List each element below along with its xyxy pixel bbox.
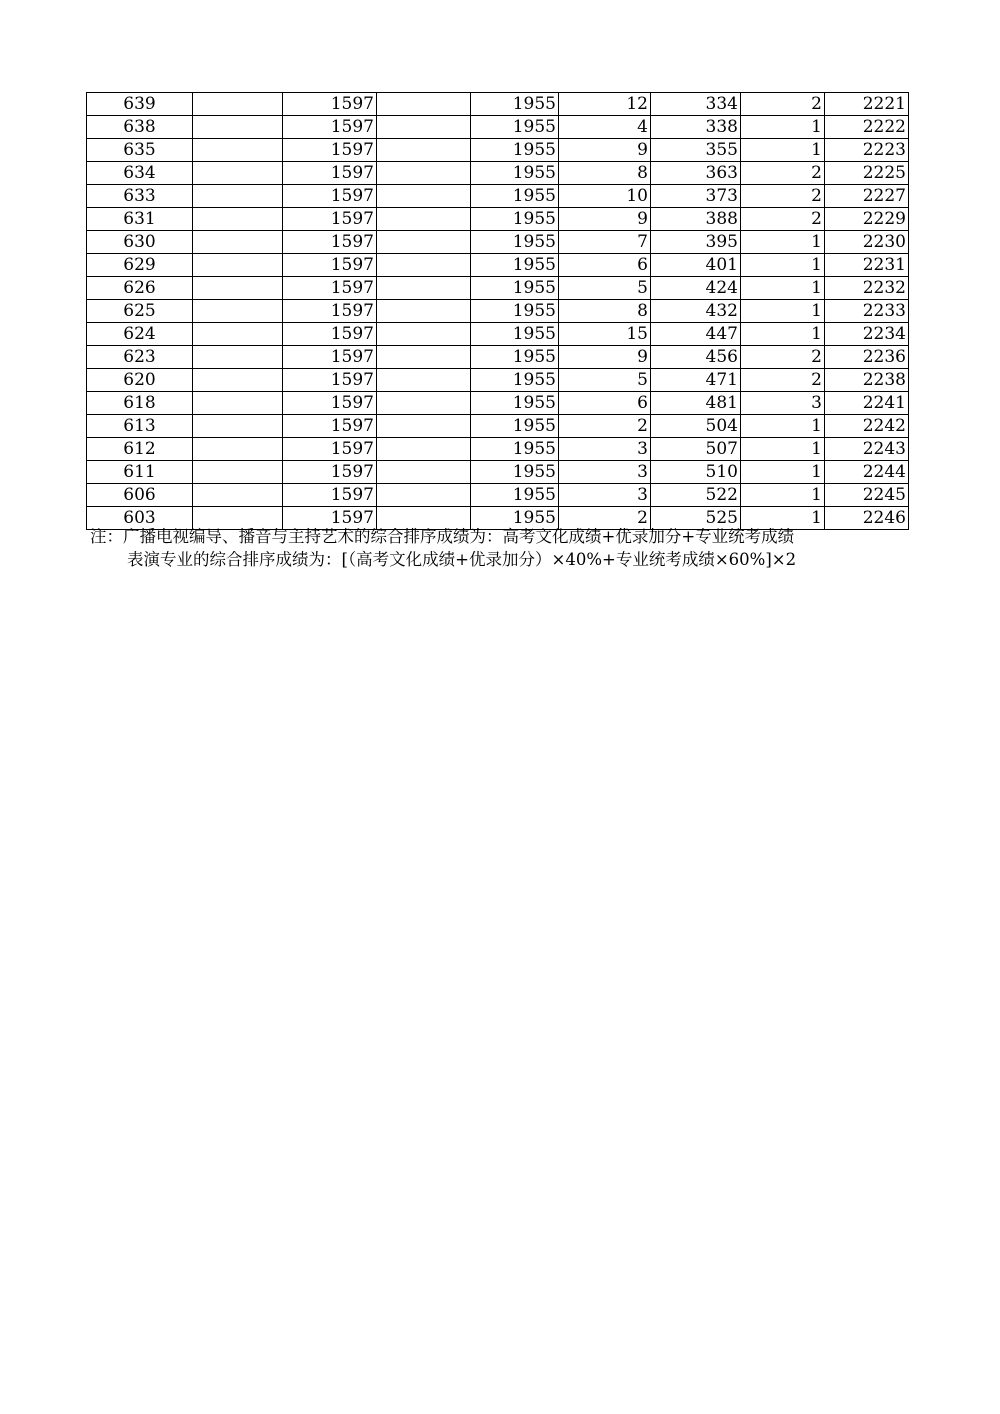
table-cell: 1597: [283, 231, 377, 254]
table-cell: 2222: [825, 116, 909, 139]
table-row: [87, 484, 909, 507]
table-cell: 522: [651, 484, 741, 507]
table-cell: [377, 300, 471, 323]
table-cell: [193, 346, 283, 369]
table-row: [87, 254, 909, 277]
table-cell: 338: [651, 116, 741, 139]
table-row: [87, 438, 909, 461]
table-row: [87, 162, 909, 185]
table-cell: 1: [741, 116, 825, 139]
table-cell: 623: [87, 346, 193, 369]
table-cell: 2: [741, 346, 825, 369]
table-row: [87, 300, 909, 323]
table-cell: 5: [559, 277, 651, 300]
table-cell: 2233: [825, 300, 909, 323]
table-row: [87, 415, 909, 438]
table-row: [87, 185, 909, 208]
table-cell: 634: [87, 162, 193, 185]
table-cell: 1597: [283, 277, 377, 300]
table-cell: [377, 185, 471, 208]
table-cell: [377, 461, 471, 484]
table-cell: 1: [741, 484, 825, 507]
table-cell: 2: [741, 162, 825, 185]
table-cell: 355: [651, 139, 741, 162]
table-cell: 9: [559, 208, 651, 231]
table-cell: 5: [559, 369, 651, 392]
table-cell: 3: [741, 392, 825, 415]
table-cell: 2243: [825, 438, 909, 461]
table-cell: [377, 392, 471, 415]
table-cell: [193, 139, 283, 162]
table-cell: 7: [559, 231, 651, 254]
table-cell: 1955: [471, 231, 559, 254]
table-cell: [193, 300, 283, 323]
table-cell: 510: [651, 461, 741, 484]
table-cell: 2: [741, 369, 825, 392]
table-cell: 10: [559, 185, 651, 208]
table-cell: 1597: [283, 392, 377, 415]
table-cell: 1955: [471, 139, 559, 162]
table-cell: [377, 208, 471, 231]
table-cell: 631: [87, 208, 193, 231]
table-cell: 1597: [283, 93, 377, 116]
table-cell: 471: [651, 369, 741, 392]
table-cell: 3: [559, 461, 651, 484]
table-cell: 3: [559, 484, 651, 507]
table-cell: [193, 323, 283, 346]
table-cell: 2244: [825, 461, 909, 484]
table-cell: 2: [559, 507, 651, 530]
table-cell: 625: [87, 300, 193, 323]
table-cell: 1955: [471, 116, 559, 139]
table-cell: [377, 231, 471, 254]
table-cell: 2: [741, 93, 825, 116]
table-cell: 1955: [471, 323, 559, 346]
table-cell: 1955: [471, 484, 559, 507]
table-cell: [377, 162, 471, 185]
table-row: [87, 323, 909, 346]
table-cell: [193, 185, 283, 208]
table-row: [87, 208, 909, 231]
table-cell: 1955: [471, 208, 559, 231]
table-cell: [193, 231, 283, 254]
table-cell: [377, 116, 471, 139]
table-cell: 1955: [471, 415, 559, 438]
table-cell: 8: [559, 300, 651, 323]
table-cell: 1: [741, 300, 825, 323]
table-cell: [193, 116, 283, 139]
table-cell: 2227: [825, 185, 909, 208]
table-row: [87, 369, 909, 392]
table-cell: 633: [87, 185, 193, 208]
table-row: [87, 392, 909, 415]
table-row: [87, 93, 909, 116]
table-cell: 2231: [825, 254, 909, 277]
table-cell: 1597: [283, 208, 377, 231]
table-cell: 1955: [471, 392, 559, 415]
table-cell: 626: [87, 277, 193, 300]
table-cell: 603: [87, 507, 193, 530]
table-cell: 638: [87, 116, 193, 139]
table-cell: 1: [741, 231, 825, 254]
table-cell: 2238: [825, 369, 909, 392]
table-cell: [377, 93, 471, 116]
note-line-2: 表演专业的综合排序成绩为：[（高考文化成绩+优录加分）×40%+专业统考成绩×60%]×2: [127, 550, 797, 569]
table-cell: 2241: [825, 392, 909, 415]
table-cell: 401: [651, 254, 741, 277]
table-cell: [193, 415, 283, 438]
table-cell: 395: [651, 231, 741, 254]
table-cell: 2236: [825, 346, 909, 369]
table-cell: 6: [559, 392, 651, 415]
table-cell: [377, 369, 471, 392]
table-cell: 2221: [825, 93, 909, 116]
table-cell: 388: [651, 208, 741, 231]
table-cell: 1597: [283, 484, 377, 507]
table-cell: 1955: [471, 438, 559, 461]
table-cell: 2229: [825, 208, 909, 231]
table-cell: 9: [559, 346, 651, 369]
table-cell: 15: [559, 323, 651, 346]
table-cell: 629: [87, 254, 193, 277]
table-cell: 334: [651, 93, 741, 116]
table-cell: 618: [87, 392, 193, 415]
table-cell: [193, 369, 283, 392]
table-cell: 456: [651, 346, 741, 369]
table-cell: [377, 484, 471, 507]
table-cell: 2232: [825, 277, 909, 300]
table-cell: 1955: [471, 300, 559, 323]
table-cell: 1597: [283, 162, 377, 185]
table-cell: 1: [741, 254, 825, 277]
table-cell: 447: [651, 323, 741, 346]
table-cell: 1: [741, 507, 825, 530]
score-table: [86, 92, 909, 530]
table-cell: 2225: [825, 162, 909, 185]
table-cell: 1597: [283, 139, 377, 162]
table-cell: 481: [651, 392, 741, 415]
table-cell: 1597: [283, 116, 377, 139]
table-cell: 2230: [825, 231, 909, 254]
table-cell: 2242: [825, 415, 909, 438]
table-cell: 630: [87, 231, 193, 254]
table-cell: 1955: [471, 277, 559, 300]
table-cell: 1955: [471, 461, 559, 484]
table-cell: [377, 277, 471, 300]
table-cell: 1955: [471, 346, 559, 369]
table-cell: 1597: [283, 346, 377, 369]
table-cell: 1955: [471, 254, 559, 277]
table-cell: [193, 438, 283, 461]
table-cell: [377, 254, 471, 277]
table-cell: [193, 484, 283, 507]
table-row: [87, 277, 909, 300]
table-cell: 1597: [283, 323, 377, 346]
table-cell: 2245: [825, 484, 909, 507]
table-cell: [193, 392, 283, 415]
table-cell: [193, 277, 283, 300]
table-cell: 3: [559, 438, 651, 461]
table-cell: 2234: [825, 323, 909, 346]
table-cell: [377, 438, 471, 461]
table-cell: 1597: [283, 415, 377, 438]
table-cell: 1597: [283, 461, 377, 484]
table-cell: [377, 139, 471, 162]
table-cell: 1597: [283, 507, 377, 530]
table-cell: 1: [741, 277, 825, 300]
table-cell: 1: [741, 461, 825, 484]
table-cell: 613: [87, 415, 193, 438]
table-cell: 1955: [471, 507, 559, 530]
table-row: [87, 231, 909, 254]
table-cell: 1955: [471, 185, 559, 208]
table-cell: [193, 93, 283, 116]
table-cell: [193, 254, 283, 277]
table-row: [87, 461, 909, 484]
table-cell: 1: [741, 139, 825, 162]
table-cell: 432: [651, 300, 741, 323]
table-cell: 2246: [825, 507, 909, 530]
table-cell: [377, 346, 471, 369]
table-cell: 624: [87, 323, 193, 346]
table-cell: 12: [559, 93, 651, 116]
table-cell: 504: [651, 415, 741, 438]
table-cell: 1597: [283, 300, 377, 323]
table-cell: 1: [741, 323, 825, 346]
table-cell: 1597: [283, 438, 377, 461]
table-cell: [193, 162, 283, 185]
table-cell: [193, 461, 283, 484]
table-cell: 635: [87, 139, 193, 162]
note-line-1: 注：广播电视编导、播音与主持艺术的综合排序成绩为：高考文化成绩+优录加分+专业统考成绩: [90, 527, 795, 546]
table-row: [87, 139, 909, 162]
table-cell: [193, 208, 283, 231]
table-cell: 8: [559, 162, 651, 185]
table-cell: 525: [651, 507, 741, 530]
table-cell: 1: [741, 415, 825, 438]
table-cell: 363: [651, 162, 741, 185]
table-cell: 1597: [283, 254, 377, 277]
table-cell: 1597: [283, 185, 377, 208]
table-cell: 620: [87, 369, 193, 392]
table-cell: 373: [651, 185, 741, 208]
table-cell: [377, 415, 471, 438]
table-row: [87, 346, 909, 369]
table-row: [87, 116, 909, 139]
table-cell: 1: [741, 438, 825, 461]
table-cell: 6: [559, 254, 651, 277]
table-cell: 1955: [471, 93, 559, 116]
table-cell: 612: [87, 438, 193, 461]
table-cell: 1955: [471, 369, 559, 392]
table-cell: 639: [87, 93, 193, 116]
table-cell: 1597: [283, 369, 377, 392]
table-cell: 507: [651, 438, 741, 461]
table-cell: 611: [87, 461, 193, 484]
table-cell: 2223: [825, 139, 909, 162]
table-cell: 4: [559, 116, 651, 139]
table-cell: 2: [741, 185, 825, 208]
table-cell: 9: [559, 139, 651, 162]
table-cell: 606: [87, 484, 193, 507]
table-cell: [377, 323, 471, 346]
table-cell: 1955: [471, 162, 559, 185]
table-cell: 424: [651, 277, 741, 300]
table-cell: 2: [559, 415, 651, 438]
table-cell: 2: [741, 208, 825, 231]
